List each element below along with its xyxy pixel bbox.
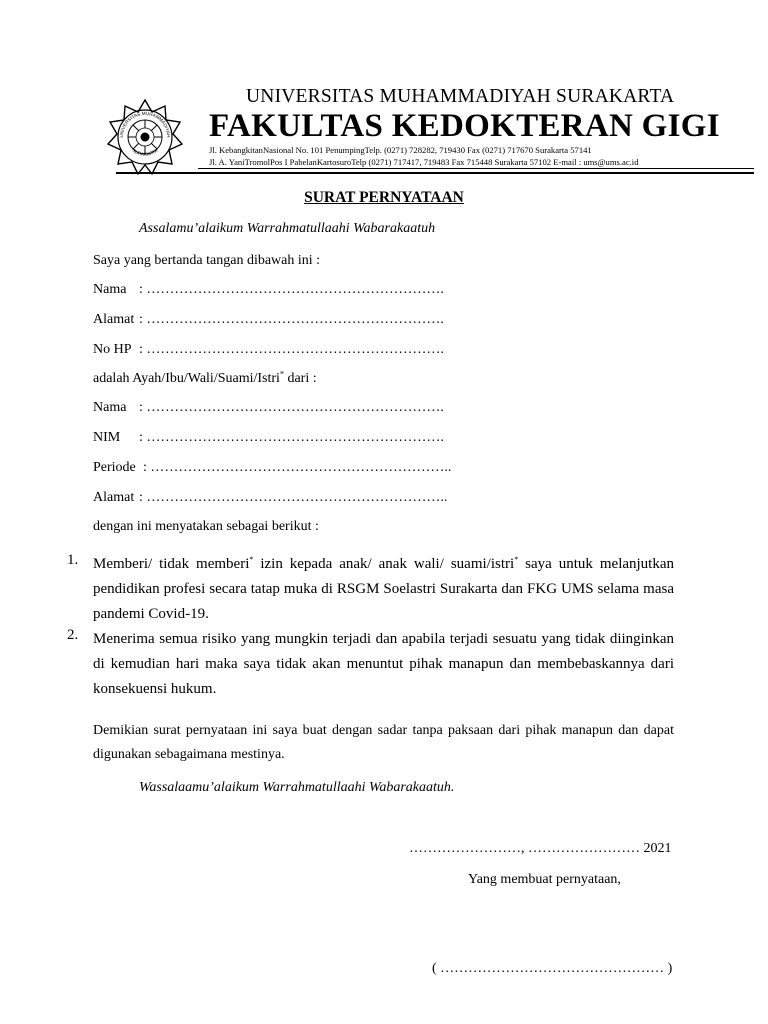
item-text: izin kepada anak/ anak wali/ suami/istri <box>253 556 515 572</box>
field-dots: : ………………………………………………………. <box>139 400 444 415</box>
address-line-2: Jl. A. YaniTromolPos I PabelanKartosuroTelp (0271) 717417, 719483 Fax 715448 Surakarta 57102 E-mail : ums@ums.ac.id <box>209 157 639 167</box>
document-title: SURAT PERNYATAAN <box>304 189 464 206</box>
closing-statement: Demikian surat pernyataan ini saya buat dengan sadar tanpa paksaan dari pihak manapun dan dapat digunakan sebagaimana mestinya. <box>93 723 674 762</box>
student-address-field <box>93 490 447 506</box>
svg-text:SURAKARTA: SURAKARTA <box>131 147 159 157</box>
field-label: Alamat <box>93 312 135 327</box>
signature-caption: Yang membuat pernyataan, <box>468 872 621 887</box>
field-dots: : ……………………………………………………….. <box>139 490 448 505</box>
field-dots: : ………………………………………………………. <box>139 282 444 297</box>
field-label: Periode <box>93 460 136 475</box>
field-dots: : ……………………………………………………….. <box>143 460 452 475</box>
student-nim-field <box>93 430 444 446</box>
field-label: NIM <box>93 430 121 445</box>
parent-name-field <box>93 282 444 298</box>
item-text: Memberi/ tidak memberi <box>93 556 250 572</box>
place-date-line: ……………………, …………………… 2021 <box>409 841 672 856</box>
item-number: 2. <box>67 627 79 643</box>
field-dots: : ………………………………………………………. <box>139 342 444 357</box>
item-number: 1. <box>67 552 79 568</box>
relation-prefix: adalah Ayah/Ibu/Wali/Suami/Istri <box>93 371 280 386</box>
university-name: UNIVERSITAS MUHAMMADIYAH SURAKARTA <box>246 86 675 107</box>
field-label: Nama <box>93 282 127 297</box>
student-period-field <box>93 460 451 476</box>
statement-intro: dengan ini menyatakan sebagai berikut : <box>93 519 319 534</box>
field-dots: : ………………………………………………………. <box>139 312 444 327</box>
statement-item-2: Menerima semua risiko yang mungkin terjadi dan apabila terjadi sesuatu yang tidak diinginkan di kemudian hari maka saya tidak akan menuntut pihak manapun dan membebaskannya dari konsekuensi hukum. <box>93 631 674 697</box>
signature-name-line: ( ………………………………………… ) <box>432 961 673 976</box>
svg-text:UNIVERSITAS MUHAMMADIYAH: UNIVERSITAS MUHAMMADIYAH <box>118 110 172 138</box>
field-label: Nama <box>93 400 127 415</box>
header-rule-thick <box>116 172 754 174</box>
relation-suffix: dari : <box>287 371 317 386</box>
greeting: Assalamu’alaikum Warrahmatullaahi Wabarakaatuh <box>139 221 436 236</box>
student-name-field <box>93 400 444 416</box>
item-text: saya untuk melanjutkan pendidikan profesi secara tatap muka di RSGM Soelastri Surakarta dan FKG UMS selama masa pandemi Covid-19. <box>93 556 675 622</box>
footnote-mark: * <box>279 369 284 379</box>
field-label: No HP <box>93 342 132 357</box>
intro-text: Saya yang bertanda tangan dibawah ini : <box>93 253 321 268</box>
parent-phone-field <box>93 342 444 358</box>
address-line-1: Jl. KebangkitanNasional No. 101 PenumpingTelp. (0271) 728282, 719430 Fax (0271) 717670 Surakarta 57141 <box>209 145 592 155</box>
header-rule-thin <box>198 168 754 169</box>
faculty-name: FAKULTAS KEDOKTERAN GIGI <box>209 108 720 144</box>
field-dots: : ………………………………………………………. <box>139 430 444 445</box>
relation-line <box>93 371 317 387</box>
farewell: Wassalaamu’alaikum Warrahmatullaahi Wabarakaatuh. <box>139 780 455 795</box>
footnote-mark: * <box>249 555 254 564</box>
parent-address-field <box>93 312 444 328</box>
statement-item-1 <box>93 552 674 627</box>
university-logo <box>106 98 184 176</box>
field-label: Alamat <box>93 490 135 505</box>
footnote-mark: * <box>514 555 519 564</box>
